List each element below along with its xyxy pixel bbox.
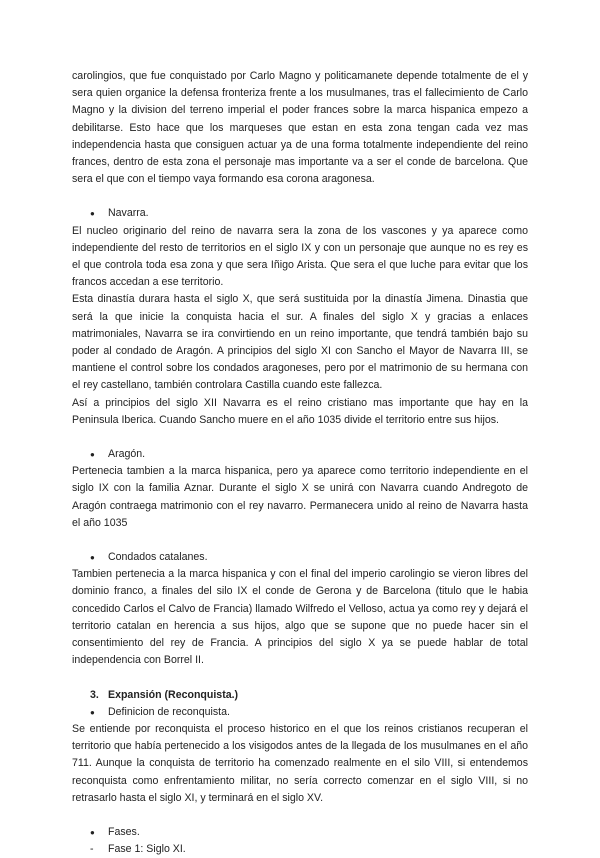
aragon-paragraph: Pertenecia tambien a la marca hispanica, pero ya aparece como territorio independiente en el siglo IX con la familia Aznar. Durante el siglo X se unirá con Navarra cuando Andregoto de Aragón contraega matrimonio con el rey navarro. Permanecera unido al reino de Navarra hasta el año 1035: [72, 465, 528, 529]
fase-1-item: [72, 841, 528, 858]
fases-title: Fases.: [108, 825, 140, 838]
bullet-icon: ●: [90, 553, 95, 563]
section-3-heading: [72, 687, 528, 704]
navarra-title: Navarra.: [108, 207, 149, 220]
catalanes-paragraph: Tambien pertenecia a la marca hispanica y con el final del imperio carolingio se vieron libres del dominio franco, a finales del silo IX el conde de Gerona y de Barcelona (titulo que le habia concedido Carlos el Calvo de Francia) llamado Wilfredo el Velloso, actua ya como rey y dejará el territorio catalan en herencia a sus hijos, algo que se supone que no puede hacer sin el consentimiento del rey de Francia. A principios del siglo X ya se puede hablar de total independencia con Borrel II.: [72, 568, 528, 667]
definicion-title: Definicion de reconquista.: [108, 705, 230, 718]
navarra-heading: [72, 205, 528, 222]
intro-paragraph: carolingios, que fue conquistado por Carlo Magno y politicamanete depende totalmente de el y sera quien organice la defensa fronteriza frente a los musulmanes, tras el fallecimiento de Carlo Magno y la division del terreno imperial el poder frances sobre la marca hispanica empezo a debilitarse. Esto hace que los marqueses que estan en esta zona tengan cada vez mas independencia hasta que consiguen actuar ya de una forma totalmente independiente del reino frances, dentro de esta zona el personaje mas importante va a ser el conde de barcelona. Que sera el que con el tiempo vaya formando esa corona aragonesa.: [72, 70, 528, 186]
bullet-icon: ●: [90, 707, 95, 717]
aragon-title: Aragón.: [108, 448, 146, 461]
fases-heading: [72, 824, 528, 841]
catalanes-heading: [72, 549, 528, 566]
navarra-paragraph-1: El nucleo originario del reino de navarra sera la zona de los vascones y ya aparece como independiente del resto de territorios en el siglo IX y con un personaje que aunque no es rey es el que controla toda esa zona y que sera Iñigo Arista. Que sera el que luche para evitar que los francos accedan a ese territorio.: [72, 224, 528, 289]
bullet-icon: ●: [90, 450, 95, 460]
dash-mark: -: [90, 843, 94, 856]
document-page: [72, 68, 528, 858]
fase-1-label: Fase 1: Siglo XI.: [108, 843, 186, 856]
reconquista-paragraph: Se entiende por reconquista el proceso historico en el que los reinos cristianos recuperan el territorio que había pertenecido a los visigodos antes de la llegada de los musulmanes en el año 711. Aunque la conquista de territorio ha comenzado realmente en el silo VIII, si entendemos reconquista como enfrentamiento militar, no sería correcto comenzar en el siglo VIII, si no retrasarlo hasta el siglo XI, y terminará en el siglo XV.: [72, 722, 528, 804]
aragon-heading: [72, 446, 528, 463]
bullet-icon: ●: [90, 827, 95, 837]
bullet-icon: ●: [90, 209, 95, 219]
navarra-paragraph-3: Así a principios del siglo XII Navarra es el reino cristiano mas importante que hay en la Peninsula Iberica. Cuando Sancho muere en el año 1035 divide el territorio entre sus hijos.: [72, 396, 528, 426]
navarra-paragraph-2: Esta dinastía durara hasta el siglo X, que será sustituida por la dinastía Jimena. Dinastia que será la que inicie la conquista hacia el sur. A finales del siglo X y gracias a enlaces matrimoniales, Navarra se ira convirtiendo en un reino importante, que tendrá también bajo su poder al condado de Aragón. A principios del siglo XI con Sancho el Mayor de Navarra III, se mantiene el control sobre los condados aragoneses, pero por el matrimonio de su hermana con el rey castellano, también controlara Castilla cuando este fallezca.: [72, 293, 528, 392]
section-3-title: Expansión (Reconquista.): [108, 688, 239, 701]
definicion-heading: [72, 704, 528, 721]
section-3-number: 3.: [90, 688, 99, 701]
catalanes-title: Condados catalanes.: [108, 551, 208, 564]
